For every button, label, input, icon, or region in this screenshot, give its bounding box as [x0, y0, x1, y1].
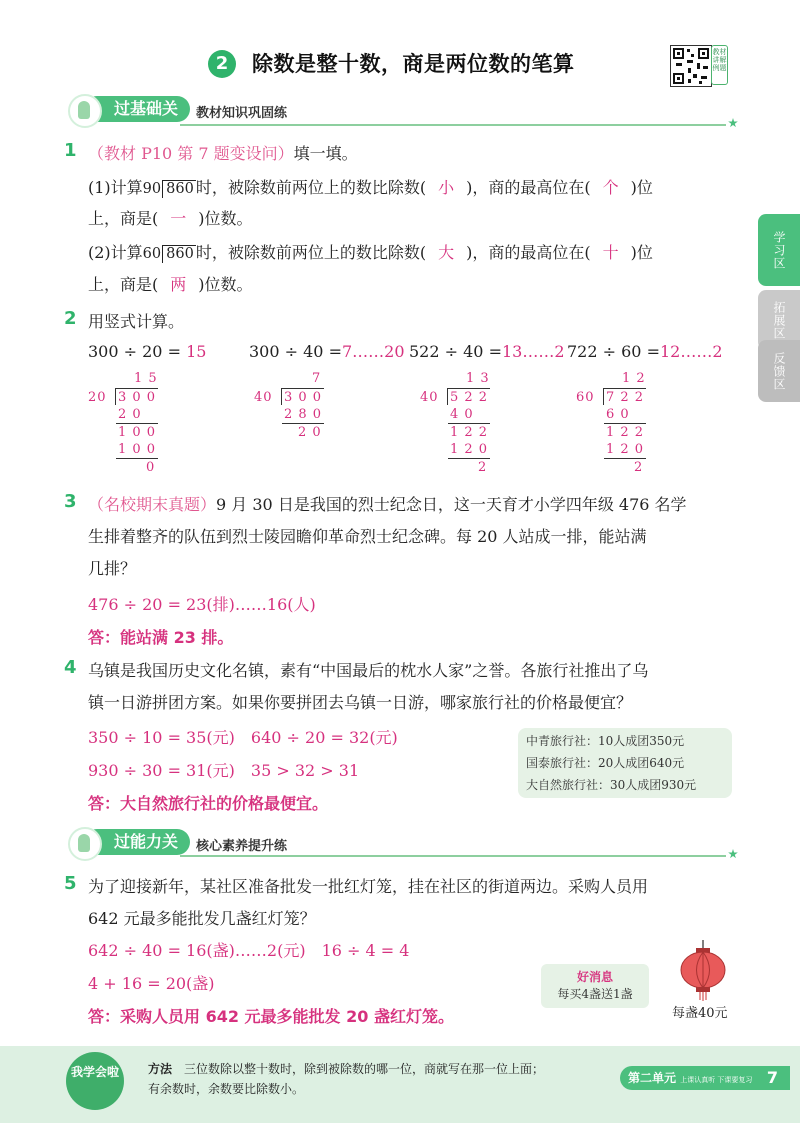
- text: )，商的最高位在(: [466, 243, 591, 262]
- dividend: 860: [162, 245, 196, 263]
- text: 上，商是(: [88, 275, 159, 294]
- question-number: 4: [64, 657, 77, 678]
- text: )位: [630, 243, 653, 262]
- footer-badge: 我学会啦: [66, 1052, 124, 1110]
- text: (2)计算: [88, 243, 143, 262]
- question-number: 1: [64, 140, 77, 161]
- work-row: 1 2 0: [606, 442, 645, 457]
- page-number: 7: [766, 1068, 778, 1087]
- text: )位数。: [198, 209, 253, 228]
- long-division-4: [576, 370, 656, 480]
- division-bracket: [603, 388, 604, 405]
- question-5-line-2: 642 元最多能批发几盏红灯笼？: [88, 909, 316, 928]
- text: )位: [630, 178, 653, 197]
- division-bracket: [281, 388, 282, 405]
- text: (1)计算: [88, 178, 143, 197]
- question-1-part-2-cont: [88, 272, 253, 295]
- question-5-calc-1: 642 ÷ 40 = 16(盏)……2(元) 16 ÷ 4 = 4: [88, 941, 410, 960]
- question-4-answer: 答：大自然旅行社的价格最便宜。: [88, 794, 329, 813]
- text: )位数。: [198, 275, 253, 294]
- question-number: 3: [64, 491, 77, 512]
- divisor: 40: [420, 390, 439, 405]
- work-row: 1 0 0: [118, 442, 157, 457]
- work-row: 4 0: [450, 407, 474, 422]
- agency-line: 大自然旅行社：30人成团930元: [526, 778, 697, 792]
- divisor: 40: [254, 390, 273, 405]
- question-3-line-3: 几排？: [88, 559, 137, 578]
- method-note: [148, 1059, 544, 1099]
- quotient: 1 2: [622, 371, 646, 386]
- answer: 一: [170, 209, 187, 228]
- promo-text: 每买4盏送1盏: [557, 987, 633, 1001]
- star-icon: [728, 849, 738, 859]
- long-division-1: [88, 370, 168, 480]
- equation: [249, 342, 405, 361]
- expression: 300 ÷ 20 =: [88, 342, 181, 361]
- equation: [567, 342, 723, 361]
- question-3-line-1: [88, 492, 687, 515]
- tab-expand[interactable]: 拓展区: [758, 290, 800, 350]
- agency-line: 中青旅行社：10人成团350元: [526, 734, 685, 748]
- question-1-prompt: [88, 141, 358, 164]
- work-row: 1 2 2: [450, 425, 489, 440]
- method-label: 方法: [148, 1062, 173, 1076]
- page-title: 除数是整十数，商是两位数的笔算: [252, 52, 575, 76]
- expression: 522 ÷ 40 =: [409, 342, 502, 361]
- dividend: 7 2 2: [606, 390, 645, 405]
- answer: 十: [602, 243, 619, 262]
- section-label-basic: 过基础关: [84, 96, 190, 122]
- promo-box: [541, 964, 649, 1008]
- work-row: 2 8 0: [284, 407, 323, 422]
- question-5-answer: 答：采购人员用 642 元最多能批发 20 盏红灯笼。: [88, 1007, 454, 1026]
- equation: [88, 342, 206, 361]
- question-5-calc-2: 4 + 16 = 20(盏): [88, 974, 215, 993]
- section-divider: [180, 855, 726, 857]
- question-4-calc-2: 930 ÷ 30 = 31(元) 35 > 32 > 31: [88, 761, 360, 780]
- agency-line: 国泰旅行社：20人成团640元: [526, 756, 685, 770]
- question-4-line-1: 乌镇是我国历史文化名镇，素有“中国最后的枕水人家”之誉。各旅行社推出了乌: [88, 661, 649, 680]
- section-sub-basic: 教材知识巩固练: [196, 106, 288, 121]
- lightbulb-icon: [68, 94, 102, 128]
- question-3-calc: 476 ÷ 20 = 23(排)……16(人): [88, 595, 316, 614]
- promo-title: 好消息: [576, 970, 613, 984]
- unit-sub: 上课认真听 下课要复习: [680, 1076, 753, 1084]
- divisor: 60: [142, 246, 162, 262]
- text: 9 月 30 日是我国的烈士纪念日，这一天育才小学四年级 476 名学: [216, 495, 687, 514]
- source-tag: （教材 P10 第 7 题变设问）: [88, 144, 294, 163]
- expression: 722 ÷ 60 =: [567, 342, 660, 361]
- divisor: 20: [88, 390, 107, 405]
- question-number: 2: [64, 308, 77, 329]
- dividend: 3 0 0: [284, 390, 323, 405]
- question-5-line-1: 为了迎接新年，某社区准备批发一批红灯笼，挂在社区的街道两边。采购人员用: [88, 877, 649, 896]
- qr-caption: 教材讲解例题: [711, 45, 728, 85]
- quotient: 1 5: [134, 371, 158, 386]
- question-number: 5: [64, 873, 77, 894]
- question-3-line-2: 生排着整齐的队伍到烈士陵园瞻仰革命烈士纪念碑。每 20 人站成一排，能站满: [88, 527, 647, 546]
- source-tag: （名校期末真题）: [88, 495, 217, 514]
- travel-agency-box: [518, 728, 732, 798]
- work-row: 2: [634, 460, 644, 475]
- question-1-part-1-cont: [88, 206, 253, 229]
- section-divider: [180, 124, 726, 126]
- tab-study[interactable]: 学习区: [758, 214, 800, 286]
- division-bracket: [115, 388, 116, 405]
- answer: 12……2: [659, 342, 723, 361]
- star-icon: [728, 118, 738, 128]
- text: )，商的最高位在(: [466, 178, 591, 197]
- quotient: 1 3: [466, 371, 490, 386]
- work-row: 1 2 2: [606, 425, 645, 440]
- answer: 大: [438, 243, 455, 262]
- quotient: 7: [312, 371, 322, 386]
- method-line: 有余数时，余数要比除数小。: [148, 1082, 305, 1096]
- answer: 13……2: [501, 342, 565, 361]
- question-3-answer: 答：能站满 23 排。: [88, 628, 234, 647]
- long-division-3: [420, 370, 500, 480]
- work-row: 0: [146, 460, 156, 475]
- work-row: 1 0 0: [118, 425, 157, 440]
- answer: 两: [170, 275, 187, 294]
- answer: 7……20: [341, 342, 405, 361]
- tab-feedback[interactable]: 反馈区: [758, 340, 800, 402]
- unit-label: 第二单元: [628, 1071, 677, 1085]
- work-row: 6 0: [606, 407, 630, 422]
- lightbulb-icon: [68, 827, 102, 861]
- question-2-prompt: 用竖式计算。: [88, 312, 185, 331]
- answer: 小: [438, 178, 455, 197]
- work-row: 2 0: [298, 425, 322, 440]
- expression: 300 ÷ 40 =: [249, 342, 342, 361]
- divisor: 60: [576, 390, 595, 405]
- work-row: 2: [478, 460, 488, 475]
- question-1-part-2: [88, 240, 653, 263]
- section-label-ability: 过能力关: [84, 829, 190, 855]
- lantern-icon: [678, 940, 728, 1002]
- long-division-2: [254, 370, 334, 450]
- qr-code-icon[interactable]: [670, 45, 712, 87]
- unit-pill: [620, 1066, 790, 1090]
- text: 时，被除数前两位上的数比除数(: [195, 243, 427, 262]
- section-sub-ability: 核心素养提升练: [196, 839, 288, 854]
- lesson-number-badge: 2: [208, 50, 236, 78]
- dividend: 3 0 0: [118, 390, 157, 405]
- answer: 15: [186, 342, 207, 361]
- answer: 个: [602, 178, 619, 197]
- equation: [409, 342, 565, 361]
- work-row: 2 0: [118, 407, 142, 422]
- text: 上，商是(: [88, 209, 159, 228]
- work-row: 1 2 0: [450, 442, 489, 457]
- divisor: 90: [142, 181, 162, 197]
- lantern-price: 每盏40元: [672, 1006, 728, 1021]
- question-4-line-2: 镇一日游拼团方案。如果你要拼团去乌镇一日游，哪家旅行社的价格最便宜？: [88, 693, 633, 712]
- prompt-text: 填一填。: [293, 144, 358, 163]
- dividend: 5 2 2: [450, 390, 489, 405]
- dividend: 860: [162, 180, 196, 198]
- method-line: 三位数除以整十数时，除到被除数的哪一位，商就写在那一位上面；: [184, 1062, 545, 1076]
- text: 时，被除数前两位上的数比除数(: [195, 178, 427, 197]
- question-1-part-1: [88, 175, 653, 198]
- division-bracket: [447, 388, 448, 405]
- question-4-calc-1: 350 ÷ 10 = 35(元) 640 ÷ 20 = 32(元): [88, 728, 398, 747]
